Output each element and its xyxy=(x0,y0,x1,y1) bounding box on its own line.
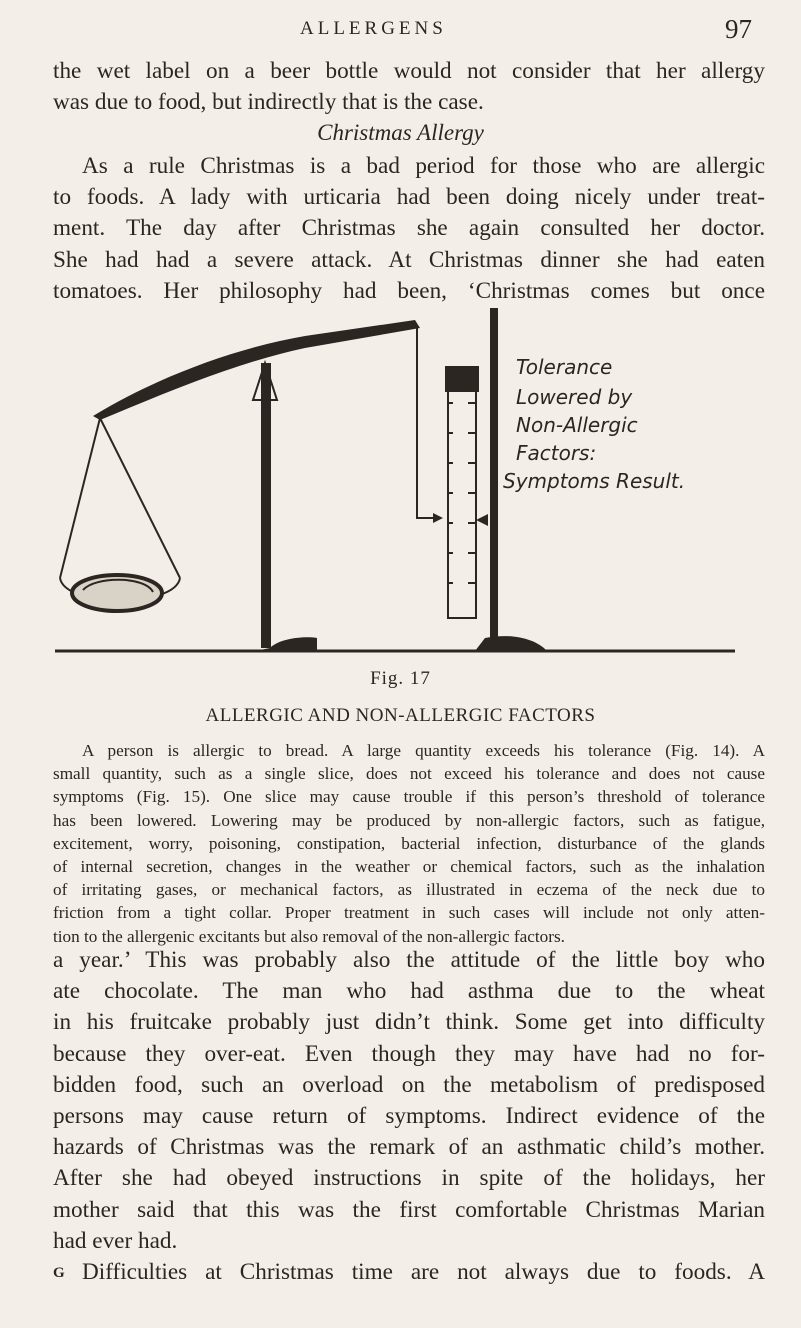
annotation-line: Symptoms Result. xyxy=(503,469,686,493)
text-line: Difficulties at Christmas time are not always due to foods. A xyxy=(82,1259,765,1286)
caption-line: friction from a tight collar. Proper treatment in such cases will include not only atten- xyxy=(53,903,765,923)
figure-caption xyxy=(53,739,765,948)
annotation-line: Tolerance xyxy=(516,355,613,379)
text-line: hazards of Christmas was the remark of an asthmatic child’s mother. xyxy=(53,1134,765,1161)
balance-scale-illustration xyxy=(55,308,735,656)
text-line: As a rule Christmas is a bad period for those who are allergic xyxy=(82,153,765,179)
text-line: had ever had. xyxy=(53,1227,178,1254)
section-title: Christmas Allergy xyxy=(317,120,484,145)
right-pillar xyxy=(490,308,498,646)
gauge-weight xyxy=(445,366,479,392)
figure-label: Fig. 17 xyxy=(370,668,431,689)
text-line: bidden food, such an overload on the metabolism of predisposed xyxy=(53,1071,765,1098)
caption-line: tion to the allergenic excitants but also removal of the non-allergic factors. xyxy=(53,926,565,946)
running-head: ALLERGENS xyxy=(300,18,447,39)
text-line: was due to food, but indirectly that is the case. xyxy=(53,89,484,116)
text-line: persons may cause return of symptoms. Indirect evidence of the xyxy=(53,1103,765,1130)
text-line: mother said that this was the first comfortable Christmas Marian xyxy=(53,1196,765,1223)
figure-balance-scale xyxy=(55,308,735,656)
text-line: to foods. A lady with urticaria had been doing nicely under treat- xyxy=(53,184,765,211)
annotation-line: Non-Allergic xyxy=(516,413,638,437)
scale-beam xyxy=(93,320,420,420)
tolerance-marker xyxy=(476,514,488,526)
page-header xyxy=(0,14,801,44)
figure-title: ALLERGIC AND NON-ALLERGIC FACTORS xyxy=(205,705,596,726)
signature-mark: G xyxy=(53,1265,65,1281)
pointer-arrow xyxy=(433,513,443,523)
text-line: the wet label on a beer bottle would not consider that her allergy xyxy=(53,58,765,84)
caption-line: symptoms (Fig. 15). One slice may cause trouble if this person’s threshold of tolerance xyxy=(53,787,765,807)
caption-line: of irritating gases, or mechanical factors, as illustrated in eczema of the neck due to xyxy=(53,880,765,900)
text-line: After she had obeyed instructions in spite of the holidays, her xyxy=(53,1165,765,1192)
text-line: She had had a severe attack. At Christmas dinner she had eaten xyxy=(53,246,765,273)
annotation-line: Lowered by xyxy=(516,385,633,409)
annotation-line: Factors: xyxy=(516,441,597,465)
right-pillar-base xyxy=(475,636,547,651)
caption-line: excitement, worry, poisoning, constipation, bacterial infection, disturbance of the glands xyxy=(53,833,765,853)
pointer-line xyxy=(417,326,433,518)
page-number: 97 xyxy=(725,14,752,44)
left-pillar xyxy=(261,363,271,648)
caption-line: of internal secretion, changes in the weather or chemical factors, such as the inhalation xyxy=(53,857,765,877)
text-line: a year.’ This was probably also the attitude of the little boy who xyxy=(53,947,765,973)
caption-line: small quantity, such as a single slice, does not exceed his tolerance and does not cause xyxy=(53,764,765,784)
caption-line: has been lowered. Lowering may be produced by non-allergic factors, such as fatigue, xyxy=(53,810,765,830)
pan-strings xyxy=(60,418,180,578)
text-line: tomatoes. Her philosophy had been, ‘Christmas comes but once xyxy=(53,277,765,304)
caption-line: A person is allergic to bread. A large quantity exceeds his tolerance (Fig. 14). A xyxy=(82,741,765,760)
text-line: ate chocolate. The man who had asthma due to the wheat xyxy=(53,978,765,1005)
intro-paragraph xyxy=(53,56,765,118)
text-line: in his fruitcake probably just didn’t think. Some get into difficulty xyxy=(53,1009,765,1036)
text-line: ment. The day after Christmas she again consulted her doctor. xyxy=(53,215,765,242)
section-paragraph xyxy=(53,151,765,307)
body-paragraph xyxy=(53,945,765,1288)
text-line: because they over-eat. Even though they may have had no for- xyxy=(53,1040,765,1067)
